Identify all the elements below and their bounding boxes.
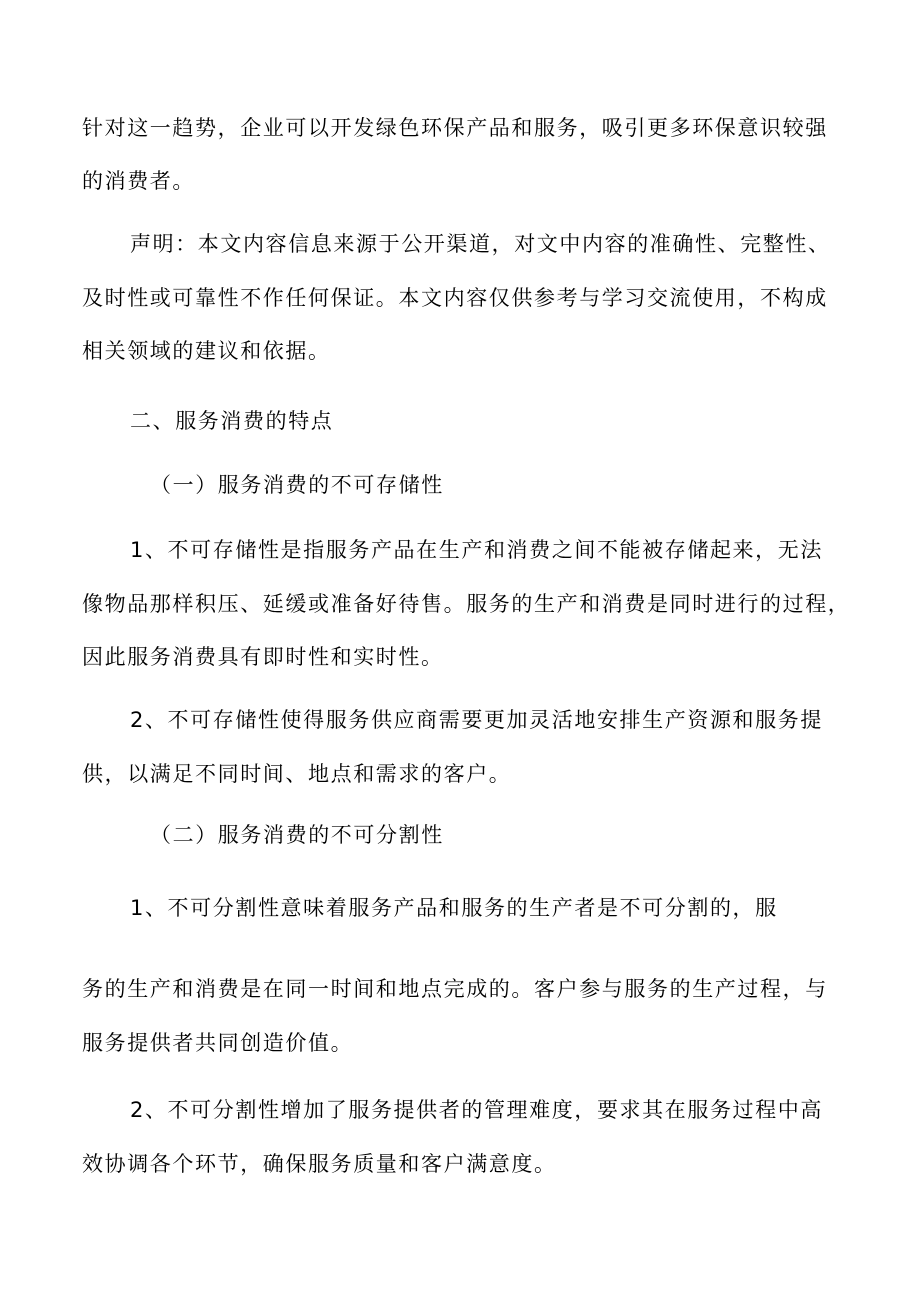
- list-item-line: 像物品那样积压、延缓或准备好待售。服务的生产和消费是同时进行的过程，: [82, 592, 851, 616]
- list-item-line: 供，以满足不同时间、地点和需求的客户。: [82, 762, 512, 786]
- list-item-line: 2、不可分割性增加了服务提供者的管理难度，要求其在服务过程中高: [130, 1098, 823, 1122]
- disclaimer-line: 声明：本文内容信息来源于公开渠道，对文中内容的准确性、完整性、: [130, 232, 831, 256]
- subsection-title: （一）服务消费的不可存储性: [150, 473, 444, 497]
- list-item-line: 务的生产和消费是在同一时间和地点完成的。客户参与服务的生产过程，与: [82, 977, 828, 1001]
- paragraph-line: 的消费者。: [82, 169, 195, 193]
- list-item-line: 1、不可存储性是指服务产品在生产和消费之间不能被存储起来，无法: [130, 538, 823, 562]
- list-item-line: 1、不可分割性意味着服务产品和服务的生产者是不可分割的，服: [130, 896, 778, 920]
- section-heading: 二、服务消费的特点: [130, 409, 334, 433]
- list-item-line: 服务提供者共同创造价值。: [82, 1031, 354, 1055]
- disclaimer-line: 相关领域的建议和依据。: [82, 339, 331, 363]
- paragraph-line: 针对这一趋势，企业可以开发绿色环保产品和服务，吸引更多环保意识较强: [82, 116, 828, 140]
- list-item-line: 2、不可存储性使得服务供应商需要更加灵活地安排生产资源和服务提: [130, 708, 823, 732]
- list-item-line: 效协调各个环节，确保服务质量和客户满意度。: [82, 1152, 557, 1176]
- list-item-line: 因此服务消费具有即时性和实时性。: [82, 645, 444, 669]
- subsection-title: （二）服务消费的不可分割性: [150, 823, 444, 847]
- disclaimer-line: 及时性或可靠性不作任何保证。本文内容仅供参考与学习交流使用，不构成: [82, 286, 828, 310]
